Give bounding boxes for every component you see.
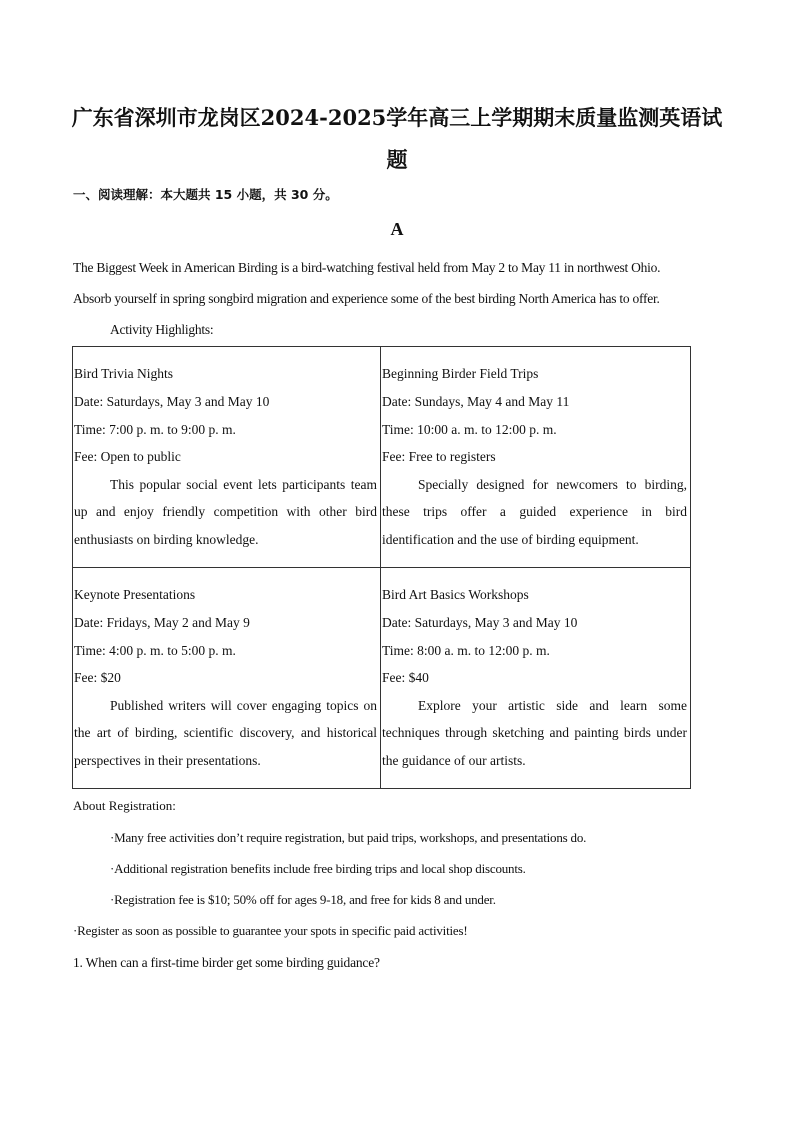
activity-date: Date: Saturdays, May 3 and May 10 xyxy=(382,615,578,631)
activity-fee: Fee: Open to public xyxy=(74,449,181,465)
activity-time: Time: 10:00 a. m. to 12:00 p. m. xyxy=(382,421,557,437)
table-row xyxy=(73,568,691,789)
activity-description: Explore your artistic side and learn some techniques through sketching and painting birds under the guidance of our artists. xyxy=(382,697,687,768)
activity-cell-trivia-nights xyxy=(73,347,381,568)
activity-time: Time: 4:00 p. m. to 5:00 p. m. xyxy=(74,642,236,658)
activity-date: Date: Saturdays, May 3 and May 10 xyxy=(74,394,270,410)
registration-bullet: ·Registration fee is $10; 50% off for ages 9-18, and free for kids 8 and under. xyxy=(110,892,496,907)
activity-cell-field-trips xyxy=(381,347,691,568)
exam-title-line2: 题 xyxy=(386,147,408,172)
activity-cell-art-workshops xyxy=(381,568,691,789)
exam-title-line1: 广东省深圳市龙岗区2024-2025学年高三上学期期末质量监测英语试 xyxy=(71,105,723,130)
activity-date: Date: Fridays, May 2 and May 9 xyxy=(74,615,250,631)
activity-name: Bird Art Basics Workshops xyxy=(382,587,529,603)
activity-description: This popular social event lets participants team up and enjoy friendly competition with other bird enthusiasts on birding knowledge. xyxy=(74,476,377,547)
registration-bullet: ·Many free activities don’t require registration, but paid trips, workshops, and presentations do. xyxy=(110,830,587,845)
activity-fee: Fee: Free to registers xyxy=(382,449,496,465)
activity-cell-keynote-presentations xyxy=(73,568,381,789)
question-1: 1. When can a first-time birder get some birding guidance? xyxy=(73,955,380,970)
registration-note: ·Register as soon as possible to guarantee your spots in specific paid activities! xyxy=(73,923,468,938)
registration-bullet: ·Additional registration benefits include free birding trips and local shop discounts. xyxy=(110,861,526,876)
activity-description: Specially designed for newcomers to birding, these trips offer a guided experience in bird identification and the use of birding equipment. xyxy=(382,476,687,547)
activity-time: Time: 8:00 a. m. to 12:00 p. m. xyxy=(382,642,550,658)
intro-line-1: The Biggest Week in American Birding is a bird-watching festival held from May 2 to May 11 in northwest Ohio. xyxy=(73,260,661,275)
activity-name: Keynote Presentations xyxy=(74,587,196,603)
table-row xyxy=(73,347,691,568)
activity-fee: Fee: $40 xyxy=(382,670,429,686)
activity-fee: Fee: $20 xyxy=(74,670,121,686)
activity-highlights-label: Activity Highlights: xyxy=(110,322,214,337)
section-heading: 一、阅读理解：本大题共 15 小题，共 30 分。 xyxy=(73,187,338,202)
activity-name: Beginning Birder Field Trips xyxy=(382,366,539,382)
activities-table xyxy=(72,346,691,789)
activity-time: Time: 7:00 p. m. to 9:00 p. m. xyxy=(74,421,236,437)
activity-description: Published writers will cover engaging topics on the art of birding, scientific discovery, and historical perspectives in their presentations. xyxy=(74,697,377,768)
intro-line-2: Absorb yourself in spring songbird migration and experience some of the best birding North America has to offer. xyxy=(73,291,660,306)
activity-date: Date: Sundays, May 4 and May 11 xyxy=(382,394,570,410)
passage-label: A xyxy=(390,219,404,239)
activity-name: Bird Trivia Nights xyxy=(74,366,174,382)
registration-heading: About Registration: xyxy=(73,798,176,813)
